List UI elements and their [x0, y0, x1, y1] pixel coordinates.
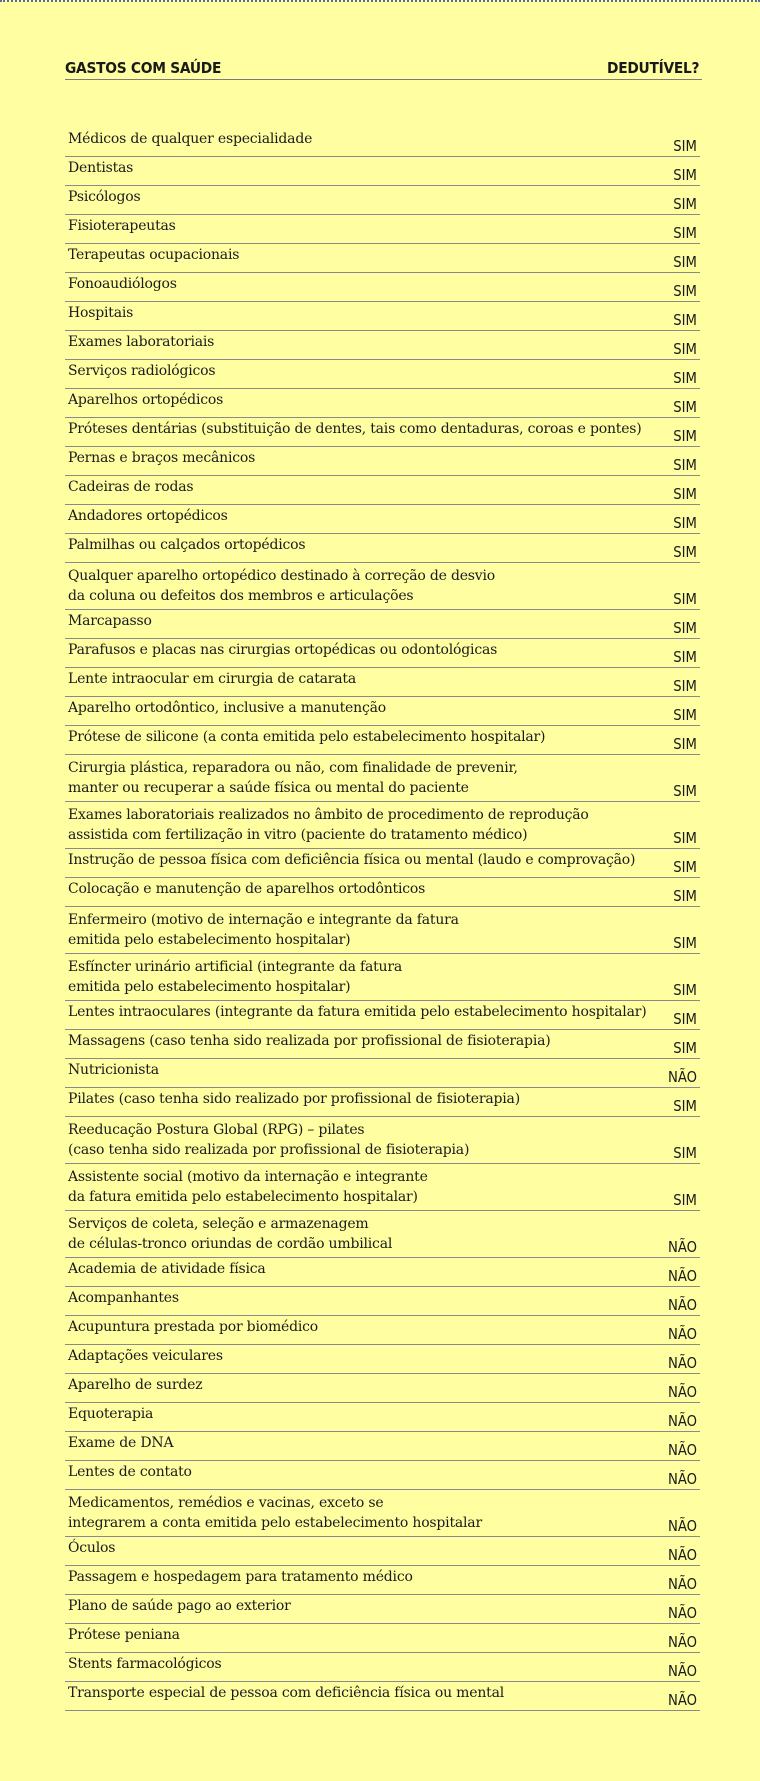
table-row [65, 802, 700, 849]
deductible-answer: NÃO [667, 1354, 697, 1372]
table-row [65, 1211, 700, 1258]
expense-name: Lentes de contato [68, 1464, 192, 1480]
expense-item [68, 758, 518, 798]
expense-item [68, 697, 386, 718]
expense-name: Óculos [68, 1540, 116, 1556]
deductible-answer: SIM [673, 398, 697, 416]
expense-item [68, 957, 402, 997]
deductible-answer: SIM [673, 706, 697, 724]
table-row [65, 954, 700, 1001]
table-row [65, 534, 700, 563]
expense-name: Transporte especial de pessoa com deficiência física ou mental [68, 1685, 504, 1701]
table-header [65, 58, 702, 80]
expense-item [68, 128, 312, 149]
deductible-answer: SIM [673, 340, 697, 358]
expense-item [68, 910, 459, 950]
expense-item [68, 273, 177, 294]
expense-item [68, 1316, 318, 1337]
expense-item [68, 878, 425, 899]
expense-item [68, 215, 176, 236]
expense-item [68, 849, 635, 870]
expense-name: Exames laboratoriais [68, 334, 215, 350]
expense-note: (paciente do tratamento médico) [296, 827, 528, 843]
expense-name: Aparelho ortodôntico, inclusive a manutenção [68, 700, 386, 716]
expense-item [68, 1493, 482, 1533]
deductible-answer: SIM [673, 648, 697, 666]
deductible-answer: NÃO [667, 1238, 697, 1256]
expense-note: (motivo da internação e integrante da fatura emitida pelo estabelecimento hospitalar) [68, 1169, 428, 1205]
table-row [65, 755, 700, 802]
deductible-answer: NÃO [667, 1267, 697, 1285]
deductible-answer: NÃO [667, 1441, 697, 1459]
expense-name: Marcapasso [68, 613, 152, 629]
deductible-answer: SIM [673, 195, 697, 213]
expense-item [68, 1214, 392, 1254]
expense-item [68, 1167, 428, 1207]
expense-item [68, 534, 305, 555]
expense-name: Médicos de qualquer especialidade [68, 131, 313, 147]
deductible-answer: NÃO [667, 1633, 697, 1651]
deductible-answer: SIM [673, 137, 697, 155]
expense-item [68, 1030, 551, 1051]
deductible-answer: NÃO [667, 1691, 697, 1709]
expense-name: Colocação e manutenção de aparelhos ortodônticos [68, 881, 426, 897]
table-row [65, 563, 700, 610]
deductible-answer: NÃO [667, 1604, 697, 1622]
expense-item [68, 360, 215, 381]
table-row [65, 505, 700, 534]
expense-name: Instrução de pessoa física com deficiência física ou mental [68, 852, 474, 868]
expense-item [68, 1059, 159, 1080]
deductible-answer: SIM [673, 514, 697, 532]
deductible-answer: SIM [673, 224, 697, 242]
expense-name: Cirurgia plástica, reparadora ou não, com finalidade de prevenir, manter ou recuperar a saúde física ou mental do paciente [68, 760, 518, 796]
deductible-answer: SIM [673, 887, 697, 905]
expense-item [68, 1374, 202, 1395]
deductible-answer: NÃO [667, 1296, 697, 1314]
deductible-answer: SIM [673, 619, 697, 637]
expense-item [68, 1287, 179, 1308]
expense-name: Qualquer aparelho ortopédico destinado à correção de desvio da coluna ou defeitos dos membros e articulações [68, 568, 495, 604]
expense-name: Medicamentos, remédios e vacinas, exceto se integrarem a conta emitida pelo estabelecimento hospitalar [68, 1495, 482, 1531]
table-row [65, 1461, 700, 1490]
expense-item [68, 389, 223, 410]
table-row [65, 1088, 700, 1117]
expense-name: Exame de DNA [68, 1435, 174, 1451]
header-expenses: GASTOS COM SAÚDE [65, 59, 222, 77]
deductible-answer: SIM [673, 253, 697, 271]
deductible-answer: NÃO [667, 1412, 697, 1430]
table-row [65, 610, 700, 639]
expense-item [68, 476, 193, 497]
expense-item [68, 1258, 266, 1279]
table-row [65, 878, 700, 907]
deductible-answer: SIM [673, 369, 697, 387]
deductible-answer: SIM [673, 543, 697, 561]
table-row [65, 1566, 700, 1595]
expense-item [68, 668, 356, 689]
deductible-answer: SIM [673, 934, 697, 952]
expense-item [68, 1653, 222, 1674]
expense-name: Psicólogos [68, 189, 141, 205]
expense-note: (caso tenha sido realizada por profissional de fisioterapia) [68, 1142, 470, 1158]
deductible-answer: SIM [673, 166, 697, 184]
table-row [65, 273, 700, 302]
deductible-answer: SIM [673, 590, 697, 608]
table-row [65, 1374, 700, 1403]
expense-name: Dentistas [68, 160, 134, 176]
table-row [65, 389, 700, 418]
table-row [65, 1316, 700, 1345]
expense-name: Academia de atividade física [68, 1261, 266, 1277]
deductible-answer: SIM [673, 782, 697, 800]
expense-name: Palmilhas ou calçados ortopédicos [68, 537, 306, 553]
table-row [65, 1490, 700, 1537]
expense-name: Assistente social [68, 1169, 183, 1185]
table-row [65, 1030, 700, 1059]
expense-item [68, 1120, 469, 1160]
deductible-answer: SIM [673, 485, 697, 503]
expense-name: Andadores ortopédicos [68, 508, 228, 524]
deductible-answer: NÃO [667, 1662, 697, 1680]
expense-name: Lentes intraoculares [68, 1004, 211, 1020]
table-row [65, 907, 700, 954]
expense-name: Passagem e hospedagem para tratamento médico [68, 1569, 413, 1585]
expense-name: Prótese de silicone [68, 729, 199, 745]
deductible-answer: SIM [673, 1039, 697, 1057]
table-row [65, 1164, 700, 1211]
expense-item [68, 186, 140, 207]
expense-item [68, 639, 497, 660]
deductible-answer: SIM [673, 282, 697, 300]
table-row [65, 697, 700, 726]
top-dotted-border [0, 0, 760, 2]
deductible-answer: SIM [673, 677, 697, 695]
header-deductible: DEDUTÍVEL? [606, 59, 699, 77]
deductible-answer: SIM [673, 829, 697, 847]
table-row [65, 157, 700, 186]
table-row [65, 418, 700, 447]
deductible-answer: NÃO [667, 1517, 697, 1535]
expense-item [68, 331, 214, 352]
table-row [65, 476, 700, 505]
expense-item [68, 447, 255, 468]
table-row [65, 1624, 700, 1653]
deductible-answer: SIM [673, 1097, 697, 1115]
expense-name: Reeducação Postura Global (RPG) – pilates [68, 1122, 365, 1138]
expense-note: (substituição de dentes, tais como dentaduras, coroas e pontes) [196, 421, 642, 437]
table-row [65, 1059, 700, 1088]
expense-name: Serviços radiológicos [68, 363, 216, 379]
deductible-answer: SIM [673, 427, 697, 445]
table-row [65, 849, 700, 878]
expense-name: Lente intraocular em cirurgia de catarata [68, 671, 357, 687]
expense-item [68, 1001, 646, 1022]
expense-item [68, 1566, 413, 1587]
table-row [65, 447, 700, 476]
expense-note: (a conta emitida pelo estabelecimento hospitalar) [198, 729, 546, 745]
expense-name: Nutricionista [68, 1062, 159, 1078]
table-row [65, 186, 700, 215]
expense-name: Cadeiras de rodas [68, 479, 194, 495]
table-row [65, 1258, 700, 1287]
expense-item [68, 302, 133, 323]
expense-name: Fisioterapeutas [68, 218, 176, 234]
deductible-answer: NÃO [667, 1546, 697, 1564]
deductible-answer: SIM [673, 311, 697, 329]
expense-name: Equoterapia [68, 1406, 154, 1422]
expense-name: Terapeutas ocupacionais [68, 247, 240, 263]
table-row [65, 244, 700, 273]
expense-note: (caso tenha sido realizado por profissional de fisioterapia) [114, 1091, 520, 1107]
expense-item [68, 1088, 520, 1109]
deductible-answer: NÃO [667, 1068, 697, 1086]
expense-name: Prótese peniana [68, 1627, 180, 1643]
expense-name: Massagens [68, 1033, 146, 1049]
deductible-answer: NÃO [667, 1383, 697, 1401]
expense-name: Stents farmacológicos [68, 1656, 222, 1672]
expense-name: Pernas e braços mecânicos [68, 450, 256, 466]
expense-item [68, 1403, 153, 1424]
deductible-answer: SIM [673, 1191, 697, 1209]
expense-item [68, 1595, 291, 1616]
expense-item [68, 244, 239, 265]
deductible-answer: SIM [673, 735, 697, 753]
expense-name: Pilates [68, 1091, 115, 1107]
table-row [65, 215, 700, 244]
table-row [65, 1403, 700, 1432]
deductible-answer: SIM [673, 1144, 697, 1162]
expense-name: Serviços de coleta, seleção e armazenagem de células-tronco oriundas de cordão umbilical [68, 1216, 393, 1252]
table-row [65, 1117, 700, 1164]
table-row [65, 128, 700, 157]
deductible-answer: NÃO [667, 1325, 697, 1343]
expense-item [68, 418, 642, 439]
expense-name: Hospitais [68, 305, 134, 321]
expense-item [68, 1682, 504, 1703]
table-row [65, 726, 700, 755]
table-row [65, 1537, 700, 1566]
expense-note: (laudo e comprovação) [473, 852, 636, 868]
table-row [65, 1345, 700, 1374]
expense-item [68, 505, 228, 526]
expense-name: Acompanhantes [68, 1290, 179, 1306]
deductible-answer: NÃO [667, 1470, 697, 1488]
table-row [65, 1653, 700, 1682]
expense-note: (integrante da fatura emitida pelo estabelecimento hospitalar) [68, 959, 402, 995]
expense-item [68, 610, 152, 631]
expense-name: Plano de saúde pago ao exterior [68, 1598, 291, 1614]
expense-item [68, 1461, 192, 1482]
deductions-table [65, 123, 700, 1711]
deductible-answer: SIM [673, 456, 697, 474]
expense-item [68, 157, 133, 178]
expense-name: Aparelho de surdez [68, 1377, 203, 1393]
expense-name: Fonoaudiólogos [68, 276, 177, 292]
expense-item [68, 566, 495, 606]
expense-name: Aparelhos ortopédicos [68, 392, 224, 408]
table-row [65, 1432, 700, 1461]
expense-note: (integrante da fatura emitida pelo estabelecimento hospitalar) [210, 1004, 647, 1020]
deductible-answer: SIM [673, 858, 697, 876]
deductible-answer: NÃO [667, 1575, 697, 1593]
expense-item [68, 1432, 173, 1453]
table-row [65, 331, 700, 360]
expense-name: Exames laboratoriais realizados no âmbito de procedimento de reprodução assistida com fertilização in vitro [68, 807, 589, 843]
expense-name: Enfermeiro [68, 912, 147, 928]
table-row [65, 1682, 700, 1711]
expense-note: (caso tenha sido realizada por profissional de fisioterapia) [145, 1033, 551, 1049]
expense-item [68, 1345, 223, 1366]
expense-name: Esfíncter urinário artificial [68, 959, 253, 975]
deductible-answer: SIM [673, 1010, 697, 1028]
table-row [65, 1001, 700, 1030]
table-row [65, 639, 700, 668]
table-row [65, 360, 700, 389]
expense-item [68, 1624, 180, 1645]
expense-name: Adaptações veiculares [68, 1348, 223, 1364]
expense-item [68, 1537, 115, 1558]
deductible-answer: SIM [673, 981, 697, 999]
table-row [65, 1595, 700, 1624]
expense-item [68, 805, 589, 845]
expense-item [68, 726, 545, 747]
expense-name: Próteses dentárias [68, 421, 197, 437]
expense-note: (motivo de internação e integrante da fatura emitida pelo estabelecimento hospitalar) [68, 912, 459, 948]
expense-name: Parafusos e placas nas cirurgias ortopédicas ou odontológicas [68, 642, 498, 658]
table-row [65, 1287, 700, 1316]
table-row [65, 668, 700, 697]
table-row [65, 302, 700, 331]
expense-name: Acupuntura prestada por biomédico [68, 1319, 319, 1335]
